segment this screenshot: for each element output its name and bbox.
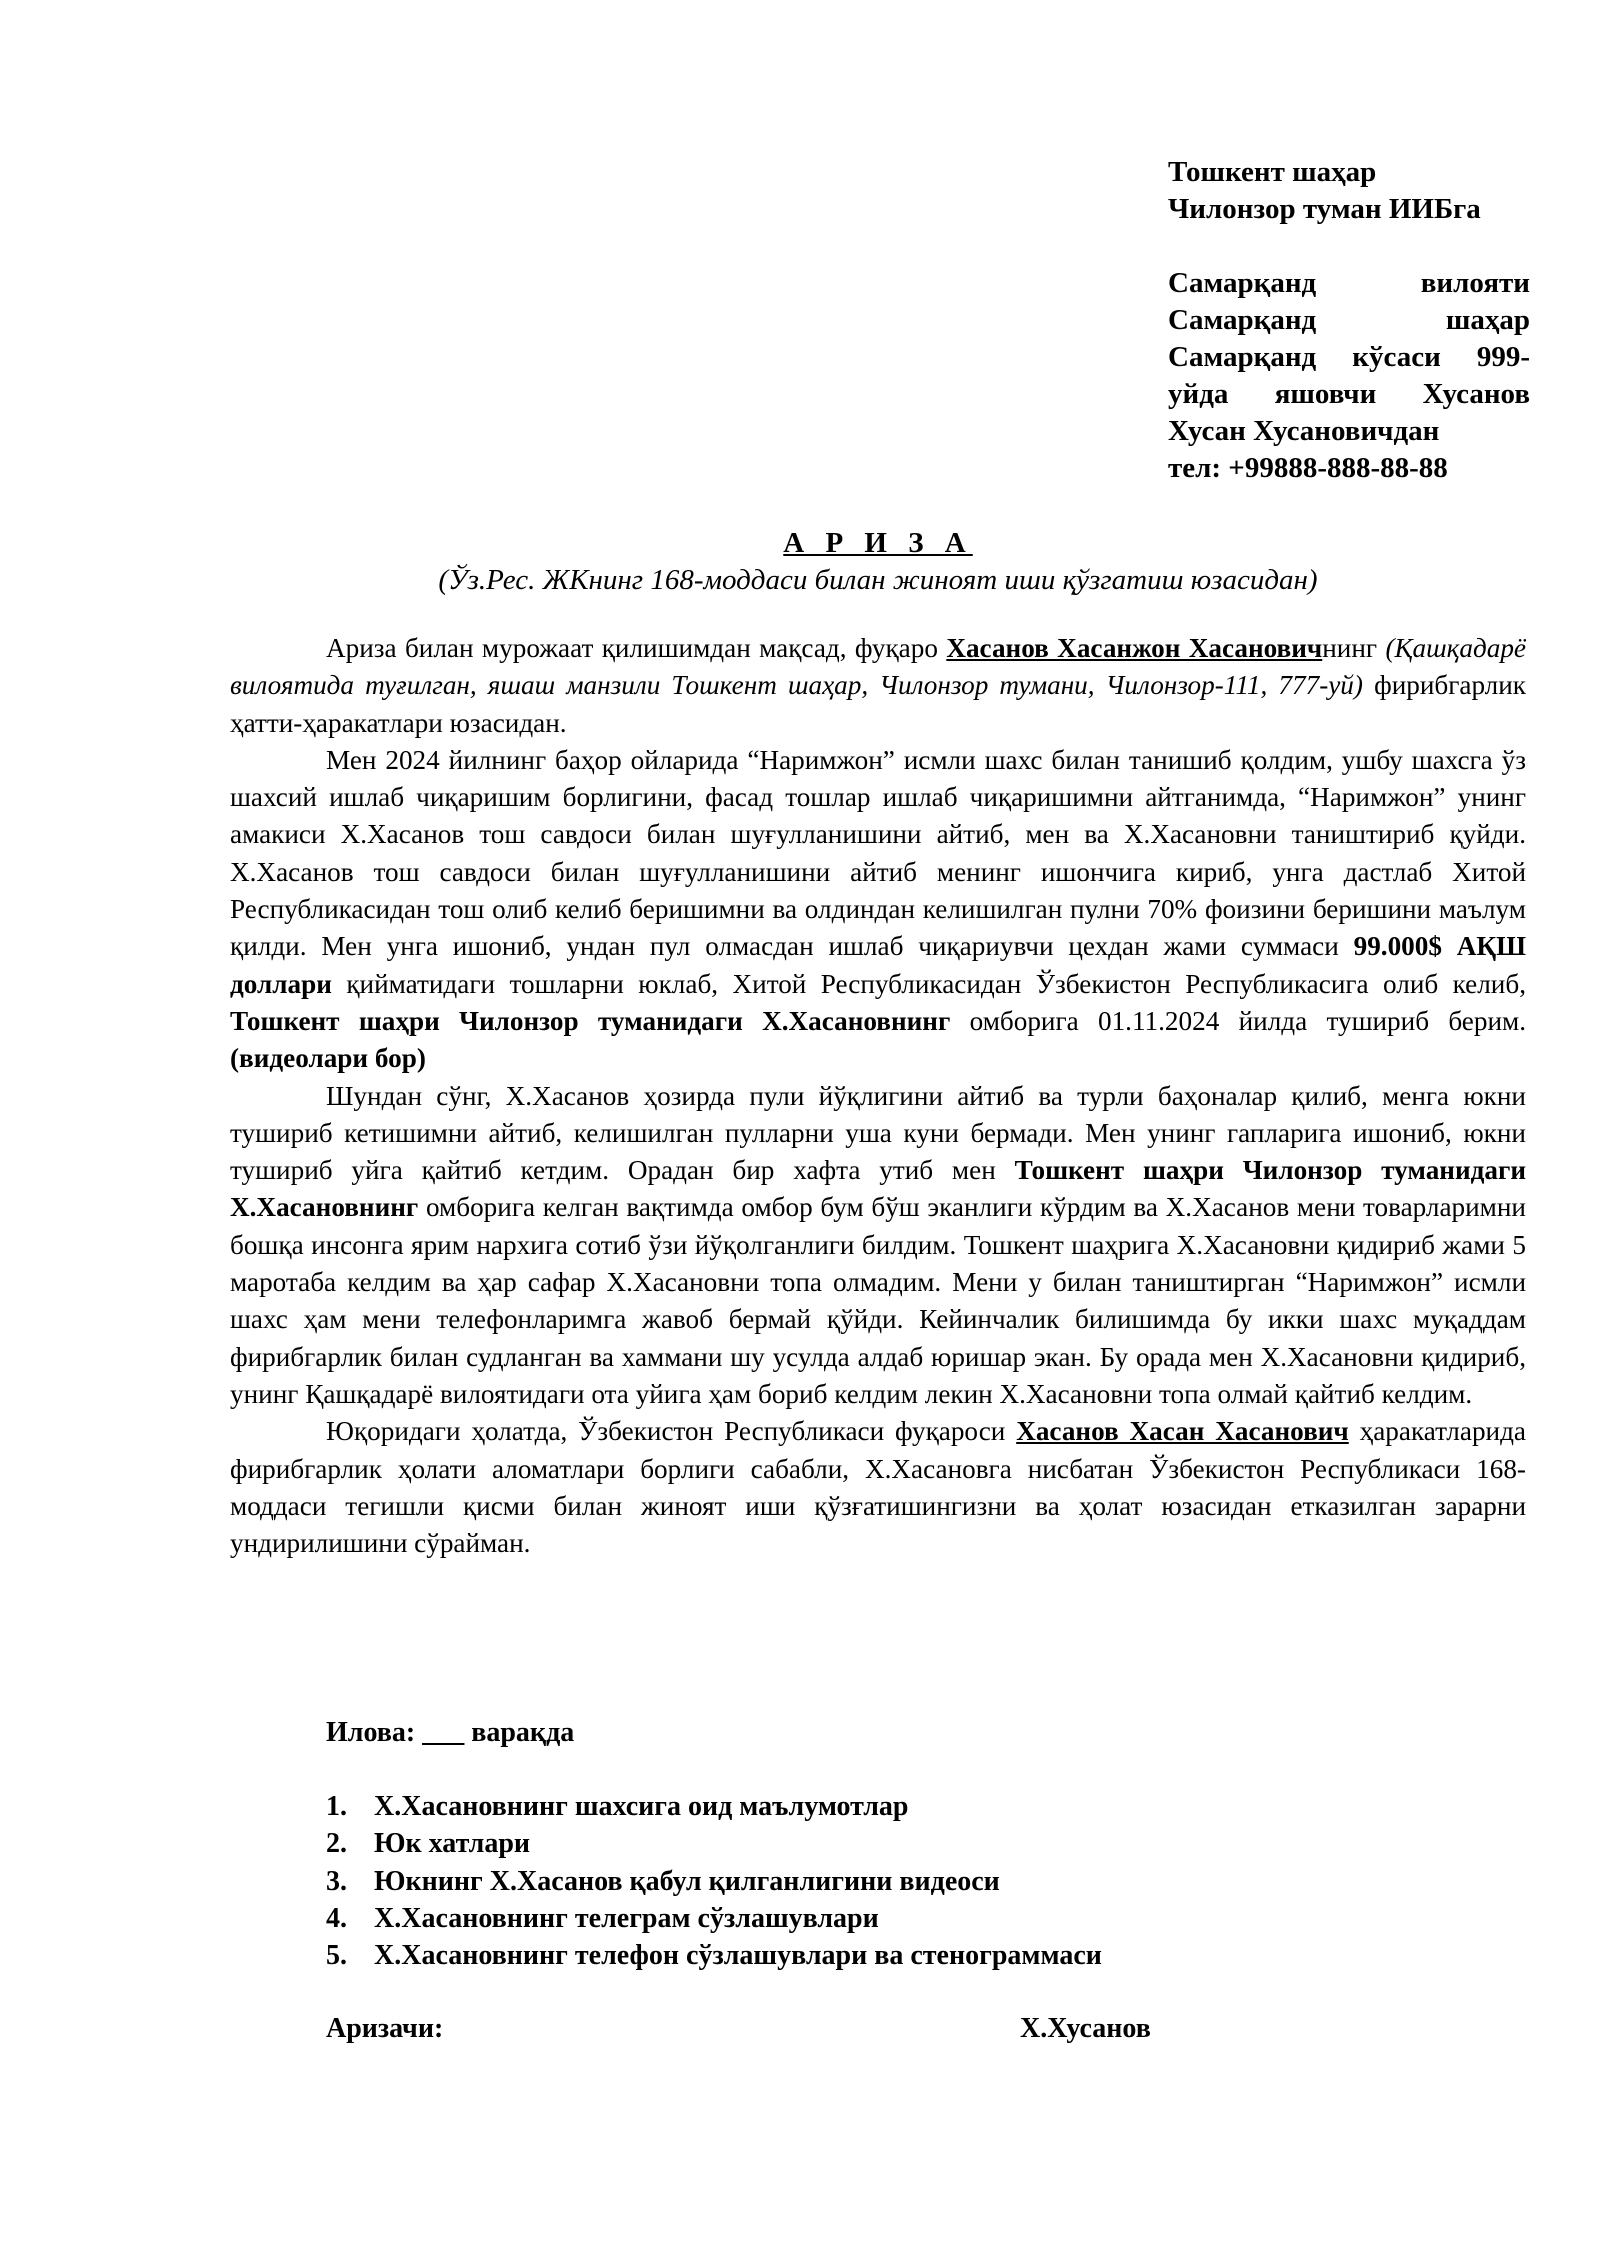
person-details: (Қашқадарё вилоятида туғилган, яшаш манзили Тошкент шаҳар, Чилонзор тумани, Чилонзор-111, 777-уй) <box>230 633 1526 701</box>
list-item <box>326 1900 1526 1937</box>
attachments-heading: Илова: ___ варақда <box>326 1717 575 1748</box>
amount-text: 99.000$ АҚШ доллари <box>230 931 1526 999</box>
text-run: Шундан сўнг, Х.Хасанов ҳозирда пули йўқлигини айтиб ва турли баҳоналар қилиб, менга юкни тушириб кетишимни айтиб, келишилган пулларни уша куни бермади. Мен унинг гапларига ишониб, юкни тушириб уйга қайтиб кетдим. Орадан бир хафта утиб мен <box>230 1080 1526 1186</box>
person-name: Хасанов Хасан Хасанович <box>1016 1416 1349 1447</box>
sender-line: Самарқанд шаҳар <box>1168 304 1530 336</box>
list-text: Х.Хасановнинг шахсига оид маълумотлар <box>374 1791 909 1822</box>
text-run: омборига 01.11.2024 йилда тушириб берим. <box>950 1005 1527 1036</box>
paragraph-1 <box>230 630 1526 742</box>
video-note: (видеолари бор) <box>230 1043 426 1074</box>
list-item <box>326 1825 1526 1862</box>
text-run: омборига келган вақтимда омбор бум бўш эканлиги кўрдим ва Х.Хасанов мени товарларимни бошқа инсонга ярим нархига сотиб ўзи йўқолганлиги билдим. Тошкент шаҳрига Х.Хасановни қидириб жами 5 маротаба келдим ва ҳар сафар Х.Хасановни топа олмадим. Мени у билан таништирган “Наримжон” исмли шахс ҳам мени телефонларимга жавоб бермай қўйди. Кейинчалик билишимда бу икки шахс муқаддам фирибгарлик билан судланган ва хаммани шу усулда алдаб юришар экан. Бу орада мен Х.Хасановни қидириб, унинг Қашқадарё вилоятидаги ота уйига ҳам бориб келдим лекин Х.Хасановни топа олмай қайтиб келдим. <box>230 1192 1526 1409</box>
place-text: Тошкент шаҳри Чилонзор туманидаги Х.Хасановнинг <box>230 1005 951 1036</box>
text-run: нинг <box>1322 633 1386 663</box>
document-title: А Р И З А <box>783 527 973 559</box>
text-run: ҳаракатларида фирибгарлик ҳолати аломатлари борлиги сабабли, Х.Хасановга нисбатан Ўзбекистон Республикаси 168-моддаси тегишли қисми билан жиноят иши қўзғатишингизни ва ҳолат юзасидан етказилган зарарни ундирилишини сўрайман. <box>230 1416 1526 1559</box>
list-number: 4. <box>326 1902 347 1934</box>
signature-name: Х.Хусанов <box>1020 2013 1151 2044</box>
list-number: 2. <box>326 1828 347 1860</box>
paragraph-4 <box>230 1413 1526 1562</box>
text-run: Юқоридаги ҳолатда, Ўзбекистон Республикаси фуқароси <box>326 1416 1017 1447</box>
paragraph-3 <box>230 1078 1526 1414</box>
sender-line: Самарқанд кўсаси 999- <box>1168 341 1530 373</box>
list-number: 5. <box>326 1940 347 1972</box>
list-text: Юк хатлари <box>374 1828 531 1860</box>
paragraph-2 <box>230 742 1526 1078</box>
sender-phone: тел: +99888-888-88-88 <box>1168 452 1448 484</box>
sender-line: уйда яшовчи Хусанов <box>1168 378 1530 410</box>
list-text: Х.Хасановнинг телеграм сўзлашувлари <box>374 1902 879 1934</box>
list-number: 1. <box>326 1791 347 1822</box>
sender-line: Самарқанд вилояти <box>1168 267 1530 299</box>
list-item <box>326 1863 1526 1900</box>
list-item <box>326 1788 1526 1825</box>
recipient-block <box>1168 154 1530 228</box>
list-text: Х.Хасановнинг телефон сўзлашувлари ва стенограммаси <box>374 1940 1102 1972</box>
recipient-line: Тошкент шаҳар <box>1168 156 1377 188</box>
sender-block <box>1168 265 1530 487</box>
attachments-list <box>326 1788 1526 1974</box>
sender-line: Хусан Хусановичдан <box>1168 415 1440 447</box>
text-run: Ариза билан мурожаат қилишимдан мақсад, фуқаро <box>326 633 947 663</box>
place-text: Тошкент шаҳри Чилонзор туманидаги Х.Хасановнинг <box>230 1155 1526 1223</box>
document-body <box>230 630 1526 1562</box>
list-text: Юкнинг Х.Хасанов қабул қилганлигини видеоси <box>374 1865 1000 1897</box>
text-run: қийматидаги тошларни юклаб, Хитой Республикасидан Ўзбекистон Республикасига олиб келиб, <box>331 968 1526 999</box>
text-run: Мен 2024 йилнинг баҳор ойларида “Наримжон” исмли шахс билан танишиб қолдим, ушбу шахсга ўз шахсий ишлаб чиқаришим борлигини, фасад тошлар ишлаб чиқаришимни айтганимда, “Наримжон” унинг амакиси Х.Хасанов тош савдоси билан шуғулланишини айтиб, мен ва Х.Хасановни таништириб қуйди. Х.Хасанов тош савдоси билан шуғулланишини айтиб менинг ишончига кириб, унга дастлаб Хитой Республикасидан тош олиб келиб беришимни ва олдиндан келишилган пулни 70% фоизини беришини маълум қилди. Мен унга ишониб, ундан пул олмасдан ишлаб чиқариувчи цехдан жами суммаси <box>230 744 1526 962</box>
document-title-block <box>230 525 1526 599</box>
list-item <box>326 1937 1526 1974</box>
person-name: Хасанов Хасанжон Хасанович <box>946 633 1323 663</box>
list-number: 3. <box>326 1865 347 1897</box>
recipient-line: Чилонзор туман ИИБга <box>1168 193 1481 225</box>
signature-label: Аризачи: <box>326 2013 444 2044</box>
text-run: фирибгарлик ҳатти-ҳаракатлари юзасидан. <box>230 670 1526 738</box>
document-subtitle: (Ўз.Рес. ЖКнинг 168-моддаси билан жиноят иши қўзгатиш юзасидан) <box>438 564 1318 596</box>
